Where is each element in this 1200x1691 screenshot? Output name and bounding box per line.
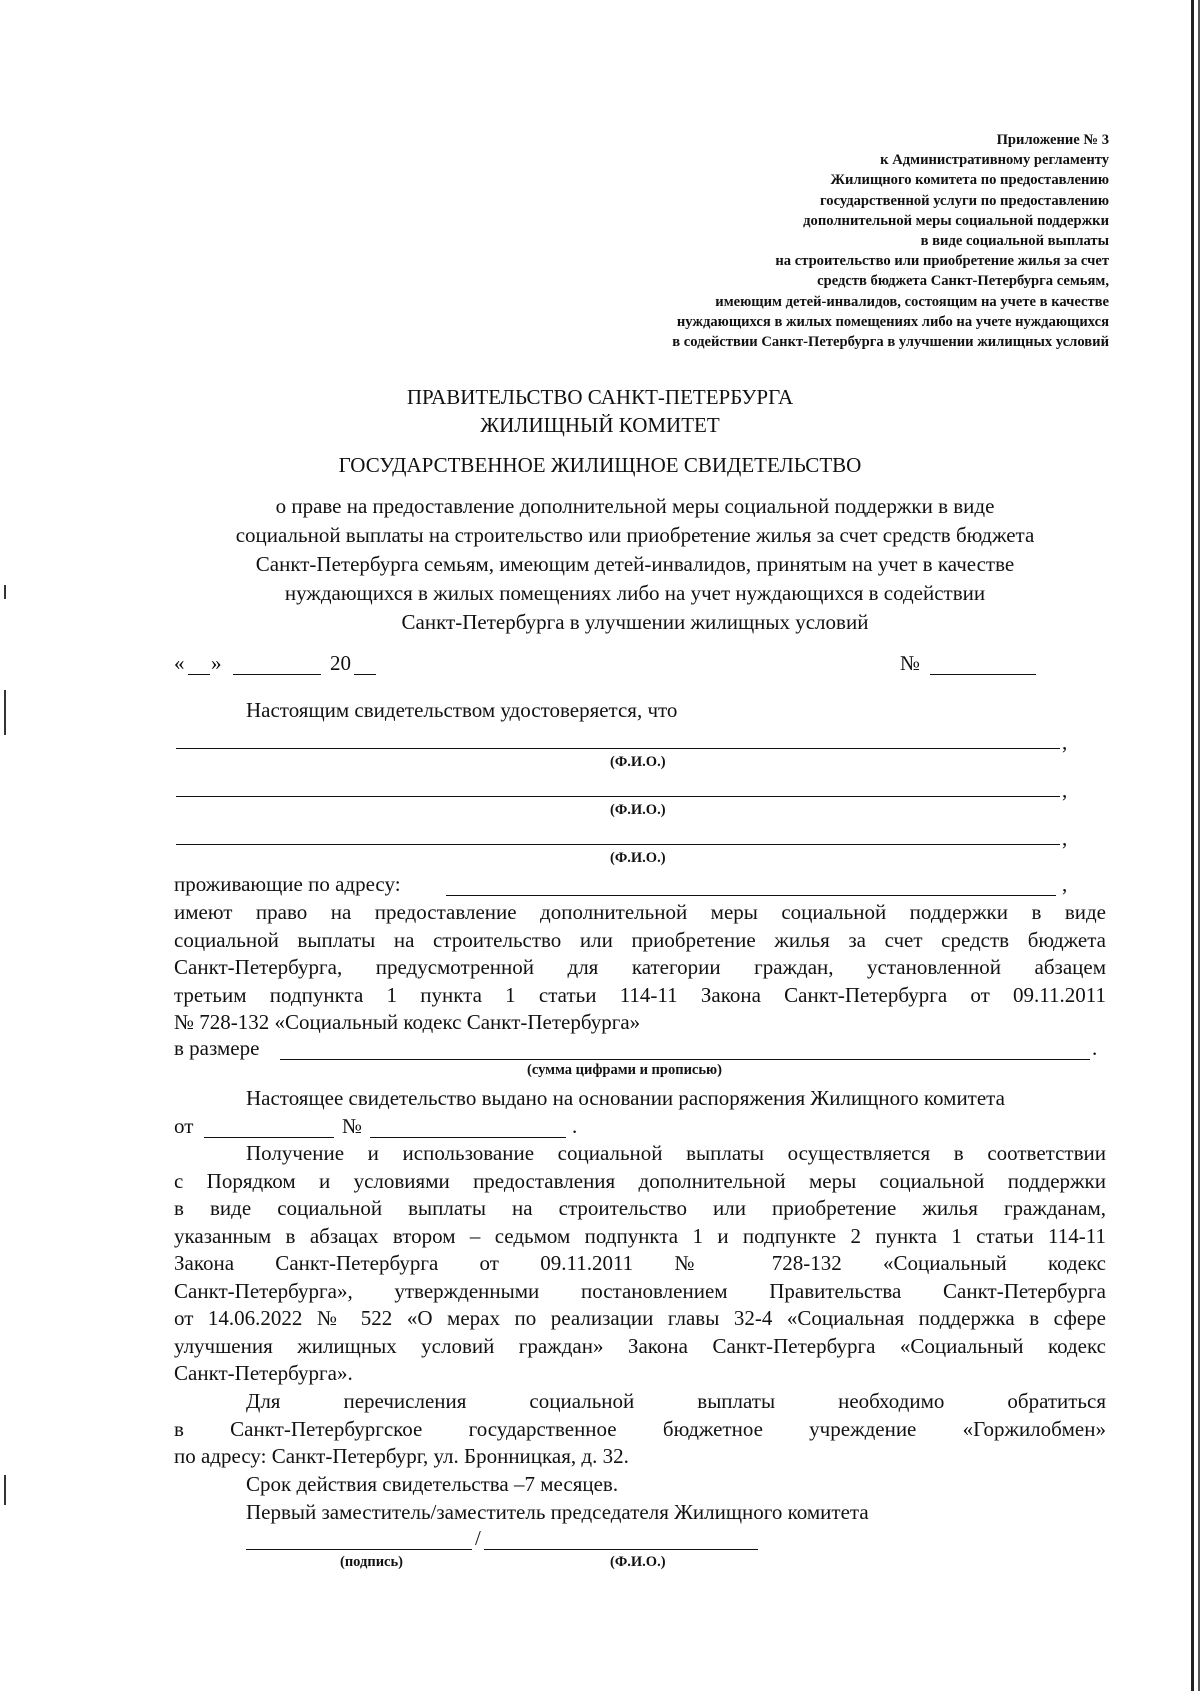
name-line-2[interactable] — [176, 796, 1060, 797]
paragraph-line: Санкт-Петербурга», утвержденными постановлением Правительства Санкт-Петербурга — [174, 1278, 1106, 1303]
appendix-line: Жилищного комитета по предоставлению — [830, 172, 1109, 189]
comma: , — [1062, 778, 1068, 802]
committee-name: ЖИЛИЩНЫЙ КОМИТЕТ — [480, 413, 720, 437]
signer-title: Первый заместитель/заместитель председателя Жилищного комитета — [246, 1500, 869, 1524]
comma: , — [1062, 730, 1068, 754]
appendix-line: Приложение № 3 — [996, 132, 1109, 148]
subtitle-line: о праве на предоставление дополнительной меры социальной поддержки в виде — [275, 494, 995, 518]
name-caption: (Ф.И.О.) — [610, 802, 666, 818]
paragraph-line: Санкт-Петербурга». — [174, 1361, 353, 1385]
appendix-line: государственной услуги по предоставлению — [820, 192, 1109, 209]
address-label: проживающие по адресу: — [174, 872, 401, 896]
paragraph-line: Получение и использование социальной выплаты осуществляется в соответствии — [246, 1141, 1106, 1165]
paragraph-line: в Санкт-Петербургское государственное бюджетное учреждение «Горжилобмен» — [174, 1416, 1106, 1441]
subtitle-line: Санкт-Петербурга в улучшении жилищных условий — [401, 610, 869, 634]
paragraph-line: улучшения жилищных условий граждан» Закона Санкт-Петербурга «Социальный кодекс — [174, 1333, 1106, 1358]
amount-label: в размере — [174, 1036, 260, 1060]
appendix-line: в виде социальной выплаты — [920, 233, 1109, 250]
issued-number-blank[interactable] — [370, 1137, 566, 1138]
validity-text: Срок действия свидетельства –7 месяцев. — [246, 1472, 619, 1496]
margin-mark — [4, 585, 6, 599]
signature-blank[interactable] — [246, 1549, 472, 1550]
issued-end: . — [572, 1114, 578, 1138]
issued-date-blank[interactable] — [204, 1137, 334, 1138]
document-title: ГОСУДАРСТВЕННОЕ ЖИЛИЩНОЕ СВИДЕТЕЛЬСТВО — [338, 453, 862, 477]
day-blank[interactable] — [188, 674, 210, 675]
paragraph-line: Для перечисления социальной выплаты необходимо обратиться — [246, 1389, 1106, 1413]
appendix-line: средств бюджета Санкт-Петербурга семьям, — [817, 273, 1109, 290]
paragraph-line: в виде социальной выплаты на строительство или приобретение жилья гражданам, — [174, 1196, 1106, 1220]
name-line-1[interactable] — [176, 748, 1060, 749]
subtitle-line: социальной выплаты на строительство или приобретение жилья за счет средств бюджета — [235, 523, 1035, 547]
paragraph-line: с Порядком и условиями предоставления дополнительной меры социальной поддержки — [174, 1168, 1106, 1193]
appendix-line: в содействии Санкт-Петербурга в улучшении жилищных условий — [672, 334, 1109, 351]
paragraph-line: Закона Санкт-Петербурга от 09.11.2011 № 728-132 «Социальный кодекс — [174, 1251, 1106, 1275]
margin-mark — [4, 1475, 6, 1505]
issued-from-label: от — [174, 1114, 194, 1138]
signer-name-blank[interactable] — [484, 1549, 758, 1550]
certify-text: Настоящим свидетельством удостоверяется, что — [246, 698, 678, 722]
paragraph-line: № 728-132 «Социальный кодекс Санкт-Петербурга» — [174, 1010, 641, 1034]
signature-slash: / — [475, 1526, 481, 1550]
comma: , — [1062, 872, 1068, 896]
margin-mark — [4, 690, 6, 735]
amount-end: . — [1092, 1036, 1098, 1060]
signature-caption: (подпись) — [340, 1554, 403, 1570]
document-subtitle — [170, 492, 1100, 637]
issued-text: Настоящее свидетельство выдано на основании распоряжения Жилищного комитета — [246, 1086, 1005, 1110]
transfer-paragraph — [174, 1388, 1106, 1471]
certificate-number-blank[interactable] — [930, 674, 1036, 675]
appendix-line: к Административному регламенту — [880, 152, 1109, 169]
paragraph-line: указанным в абзацах втором – седьмом подпункта 1 и подпункте 2 пункта 1 статьи 114-11 — [174, 1223, 1106, 1248]
paragraph-line: третьим подпункта 1 пункта 1 статьи 114-11 Закона Санкт-Петербурга от 09.11.2011 — [174, 982, 1106, 1007]
issued-number-label: № — [342, 1114, 363, 1138]
scan-edge — [1191, 0, 1194, 1691]
amount-blank[interactable] — [280, 1059, 1090, 1060]
subtitle-line: нуждающихся в жилых помещениях либо на учет нуждающихся в содействии — [284, 581, 986, 605]
paragraph-line: по адресу: Санкт-Петербург, ул. Бронницкая, д. 32. — [174, 1444, 629, 1468]
government-name: ПРАВИТЕЛЬСТВО САНКТ-ПЕТЕРБУРГА — [406, 385, 794, 409]
certificate-number-label: № — [900, 651, 921, 675]
paragraph-line: социальной выплаты на строительство или приобретение жилья за счет средств бюджета — [174, 927, 1106, 952]
signer-name-caption: (Ф.И.О.) — [610, 1554, 666, 1570]
comma: , — [1062, 826, 1068, 850]
paragraph-line: Санкт-Петербурга, предусмотренной для категории граждан, установленной абзацем — [174, 955, 1106, 979]
year-prefix: 20 — [330, 651, 351, 675]
year-blank[interactable] — [354, 674, 376, 675]
name-line-3[interactable] — [176, 844, 1060, 845]
name-caption: (Ф.И.О.) — [610, 754, 666, 770]
rights-paragraph — [174, 899, 1106, 1037]
address-blank[interactable] — [446, 895, 1056, 896]
amount-caption: (сумма цифрами и прописью) — [527, 1062, 722, 1078]
appendix-line: дополнительной меры социальной поддержки — [803, 212, 1109, 229]
paragraph-line: от 14.06.2022 № 522 «О мерах по реализации главы 32-4 «Социальная поддержка в сфере — [174, 1306, 1106, 1330]
appendix-line: нуждающихся в жилых помещениях либо на учете нуждающихся — [676, 313, 1109, 330]
date-open-quote: « — [174, 651, 185, 675]
appendix-line: имеющим детей-инвалидов, состоящим на учете в качестве — [715, 293, 1109, 310]
appendix-line: на строительство или приобретение жилья за счет — [775, 253, 1109, 270]
subtitle-line: Санкт-Петербурга семьям, имеющим детей-инвалидов, принятым на учет в качестве — [255, 552, 1015, 576]
paragraph-line: имеют право на предоставление дополнительной меры социальной поддержки в виде — [174, 900, 1106, 924]
month-blank[interactable] — [233, 674, 321, 675]
date-close-quote: » — [211, 651, 222, 675]
appendix-reference — [549, 130, 1109, 352]
name-caption: (Ф.И.О.) — [610, 850, 666, 866]
usage-paragraph — [174, 1140, 1106, 1388]
